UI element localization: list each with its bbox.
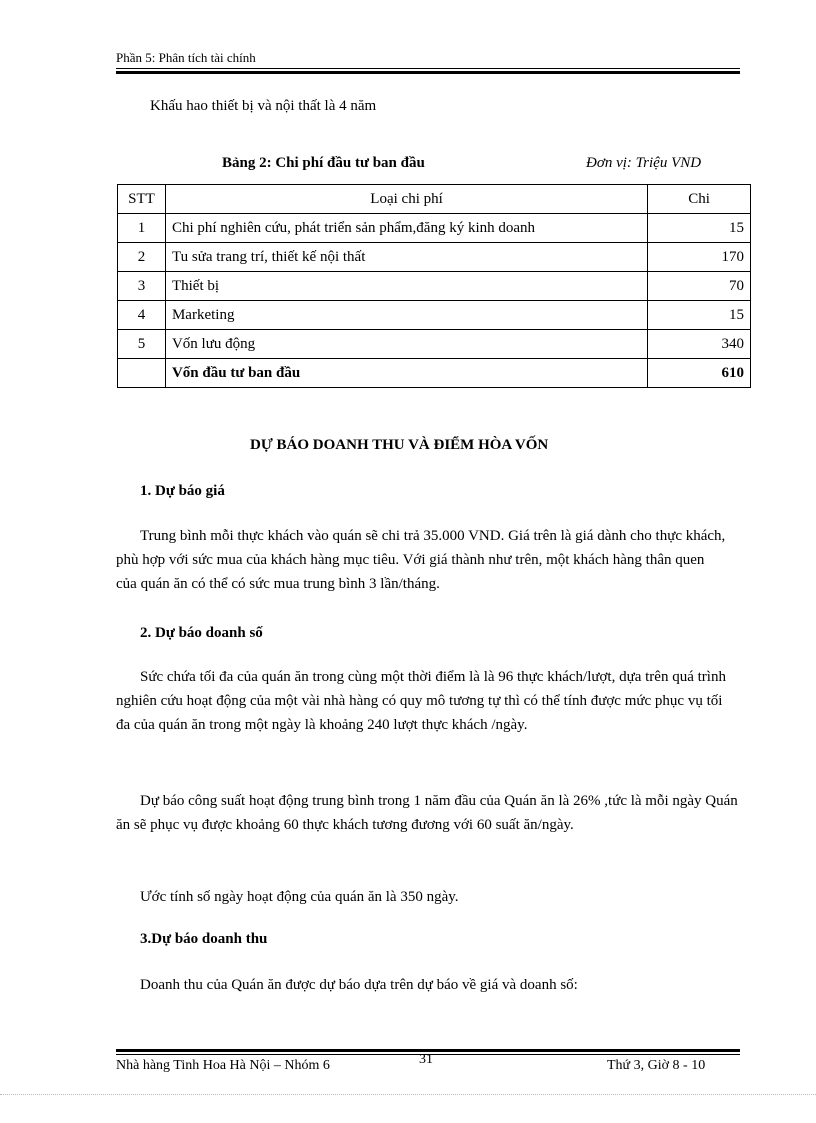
table-header-row bbox=[118, 185, 751, 214]
row-cost: 70 bbox=[648, 272, 751, 301]
subsection-2-paragraph-1: Sức chứa tối đa của quán ăn trong cùng một thời điểm là là 96 thực khách/lượt, dựa trên quá trình nghiên cứu hoạt động của một vài nhà hàng có quy mô tương tự thì có thể tính được mức phục vụ tối đa của quán ăn trong một ngày là khoảng 240 lượt thực khách /ngày. bbox=[116, 669, 726, 733]
row-item: Thiết bị bbox=[165, 272, 647, 301]
row-cost: 15 bbox=[648, 214, 751, 243]
total-cost: 610 bbox=[648, 359, 751, 388]
subsection-3-heading: 3.Dự báo doanh thu bbox=[140, 931, 268, 947]
table-row bbox=[118, 272, 751, 301]
footer-left: Nhà hàng Tinh Hoa Hà Nội – Nhóm 6 bbox=[116, 1058, 330, 1073]
header-rule-thin bbox=[116, 68, 740, 69]
footer-right: Thứ 3, Giờ 8 - 10 bbox=[607, 1058, 706, 1073]
row-item: Vốn lưu động bbox=[165, 330, 647, 359]
page-header-title: Phần 5: Phân tích tài chính bbox=[116, 50, 256, 65]
section-title: DỰ BÁO DOANH THU VÀ ĐIỂM HÒA VỐN bbox=[250, 437, 549, 453]
row-cost: 340 bbox=[648, 330, 751, 359]
table-row bbox=[118, 301, 751, 330]
intro-text: Khấu hao thiết bị và nội thất là 4 năm bbox=[150, 98, 377, 114]
table-total-row bbox=[118, 359, 751, 388]
row-stt: 5 bbox=[118, 330, 166, 359]
cost-table bbox=[117, 184, 751, 388]
table-caption: Bảng 2: Chi phí đầu tư ban đầu bbox=[222, 155, 425, 171]
subsection-3-paragraph: Doanh thu của Quán ăn được dự báo dựa trên dự báo về giá và doanh số: bbox=[140, 977, 578, 993]
subsection-2-paragraph-2: Dự báo công suất hoạt động trung bình trong 1 năm đầu của Quán ăn là 26% ,tức là mỗi ngày Quán ăn sẽ phục vụ được khoảng 60 thực khách tương đương với 60 suất ăn/ngày. bbox=[116, 793, 738, 833]
table-row bbox=[118, 243, 751, 272]
row-item: Marketing bbox=[165, 301, 647, 330]
header-rule-thick bbox=[116, 71, 740, 74]
total-stt bbox=[118, 359, 166, 388]
row-stt: 3 bbox=[118, 272, 166, 301]
col-header-item: Loại chi phí bbox=[165, 185, 647, 214]
table-unit: Đơn vị: Triệu VND bbox=[586, 155, 702, 171]
col-header-cost: Chi bbox=[648, 185, 751, 214]
row-cost: 15 bbox=[648, 301, 751, 330]
row-cost: 170 bbox=[648, 243, 751, 272]
table-row bbox=[118, 214, 751, 243]
subsection-2-heading: 2. Dự báo doanh số bbox=[140, 625, 263, 641]
total-item: Vốn đầu tư ban đầu bbox=[165, 359, 647, 388]
page-number: 31 bbox=[419, 1052, 433, 1067]
subsection-1-heading: 1. Dự báo giá bbox=[140, 483, 225, 499]
row-stt: 2 bbox=[118, 243, 166, 272]
row-item: Tu sửa trang trí, thiết kế nội thất bbox=[165, 243, 647, 272]
table-row bbox=[118, 330, 751, 359]
page-bottom-dotted-line bbox=[0, 1094, 816, 1095]
row-item: Chi phí nghiên cứu, phát triển sản phẩm,đăng ký kinh doanh bbox=[165, 214, 647, 243]
subsection-1-paragraph: Trung bình mỗi thực khách vào quán sẽ chi trả 35.000 VND. Giá trên là giá dành cho thực khách, phù hợp với sức mua của khách hàng mục tiêu. Với giá thành như trên, một khách hàng thân quen của quán ăn có thể có sức mua trung bình 3 lần/tháng. bbox=[116, 528, 726, 592]
row-stt: 1 bbox=[118, 214, 166, 243]
subsection-2-paragraph-3: Ước tính số ngày hoạt động của quán ăn là 350 ngày. bbox=[140, 889, 459, 905]
row-stt: 4 bbox=[118, 301, 166, 330]
col-header-stt: STT bbox=[118, 185, 166, 214]
